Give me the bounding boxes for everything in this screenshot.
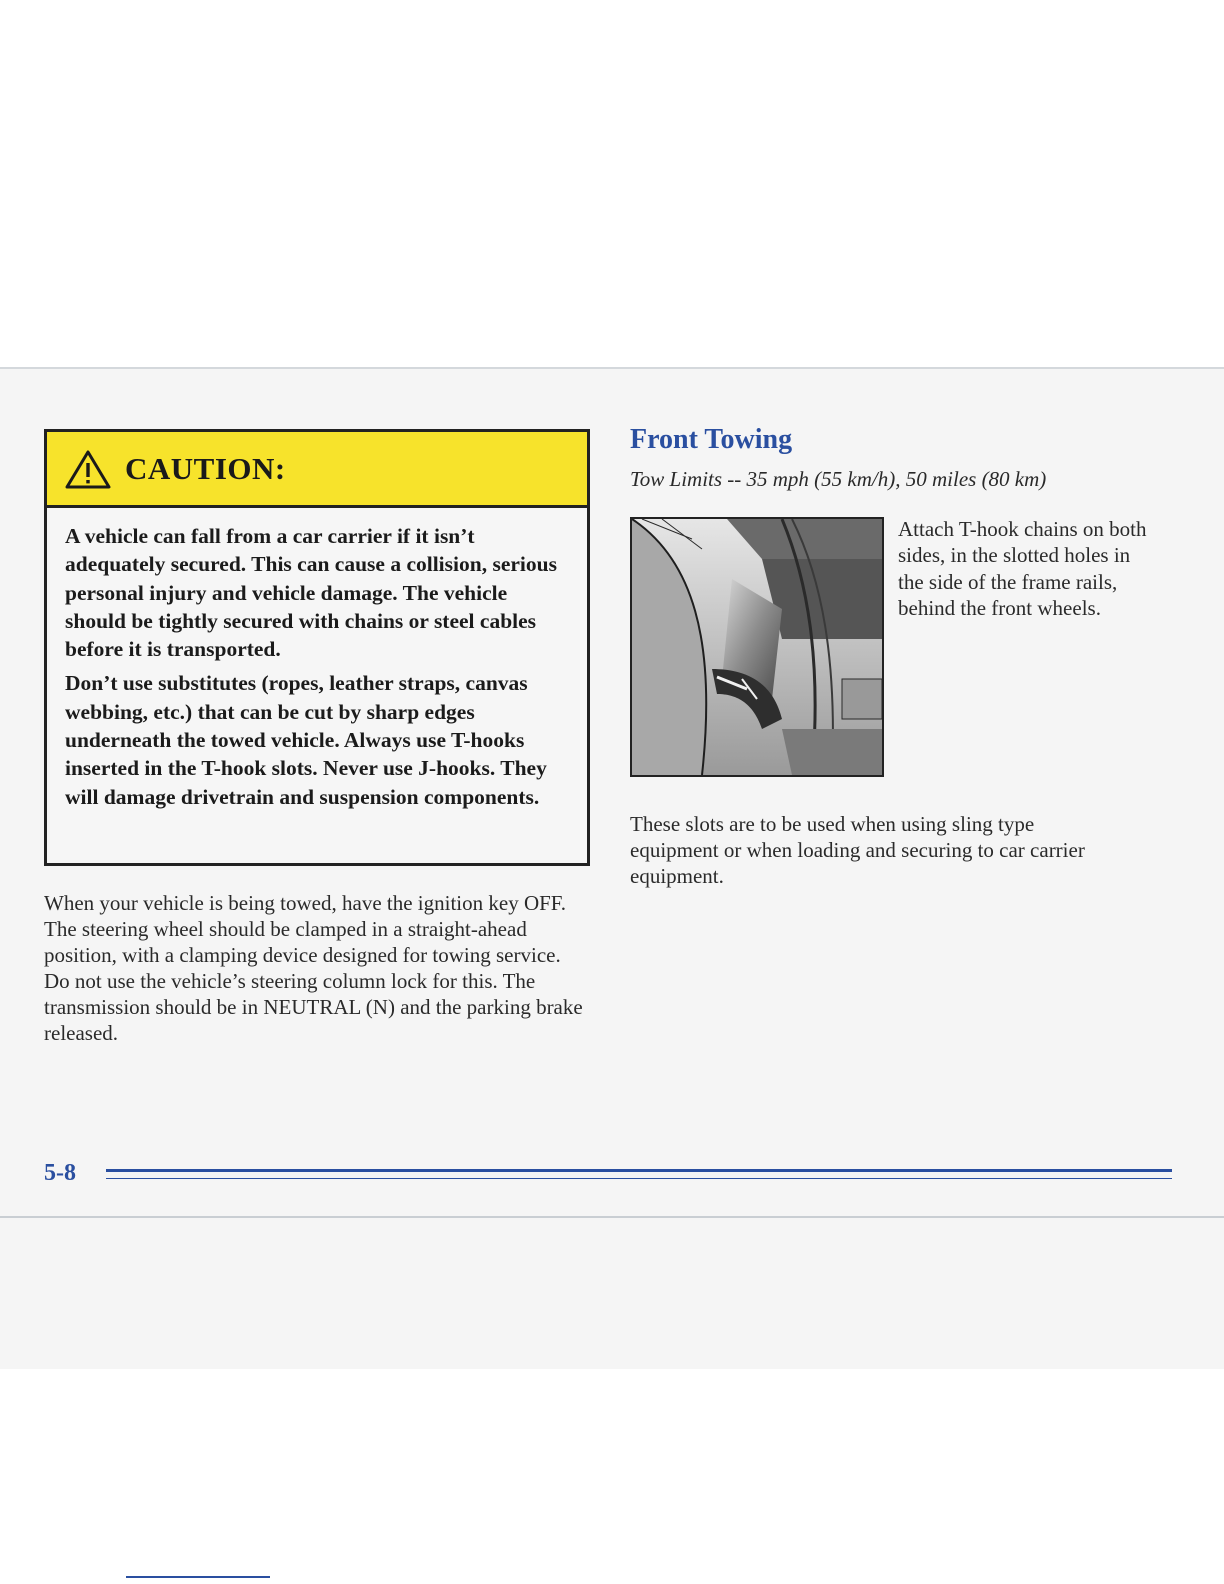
attach-instructions: Attach T-hook chains on both sides, in the slotted holes in the side of the frame rails, behind the front wheels. (898, 517, 1147, 620)
tow-limits-text: Tow Limits -- 35 mph (55 km/h), 50 miles (80 km) (630, 467, 1047, 491)
caution-box (44, 429, 590, 866)
page-top-edge (0, 367, 1224, 369)
slots-note: These slots are to be used when using sling type equipment or when loading and securing to car carrier equipment. (630, 812, 1085, 888)
caution-paragraph: A vehicle can fall from a car carrier if it isn’t adequately secured. This can cause a collision, serious personal injury and vehicle damage. The vehicle should be tightly secured with chains or steel cables before it is transported. (65, 524, 557, 662)
caution-title: CAUTION: (125, 450, 286, 486)
warning-triangle-icon (65, 449, 111, 489)
page-number: 5-8 (44, 1160, 76, 1186)
towing-instructions-text: When your vehicle is being towed, have the ignition key OFF. The steering wheel should be clamped in a straight-ahead position, with a clamping device designed for towing service. Do not use the vehicle’s steering column lock for this. The transmission should be in NEUTRAL (N) and the parking brake released. (44, 891, 583, 1045)
footer-rule-thin (106, 1178, 1172, 1179)
caution-header (47, 432, 587, 508)
bottom-link-rule (126, 1576, 270, 1578)
caution-body (47, 508, 587, 811)
t-hook-illustration (630, 517, 884, 777)
caution-paragraph: Don’t use substitutes (ropes, leather straps, canvas webbing, etc.) that can be cut by sharp edges underneath the towed vehicle. Always use T-hooks inserted in the T-hook slots. Never use J-hooks. They will damage drivetrain and suspension components. (65, 671, 547, 809)
footer-rule (106, 1169, 1172, 1172)
page-bottom-edge (0, 1216, 1224, 1218)
section-heading: Front Towing (630, 424, 793, 455)
